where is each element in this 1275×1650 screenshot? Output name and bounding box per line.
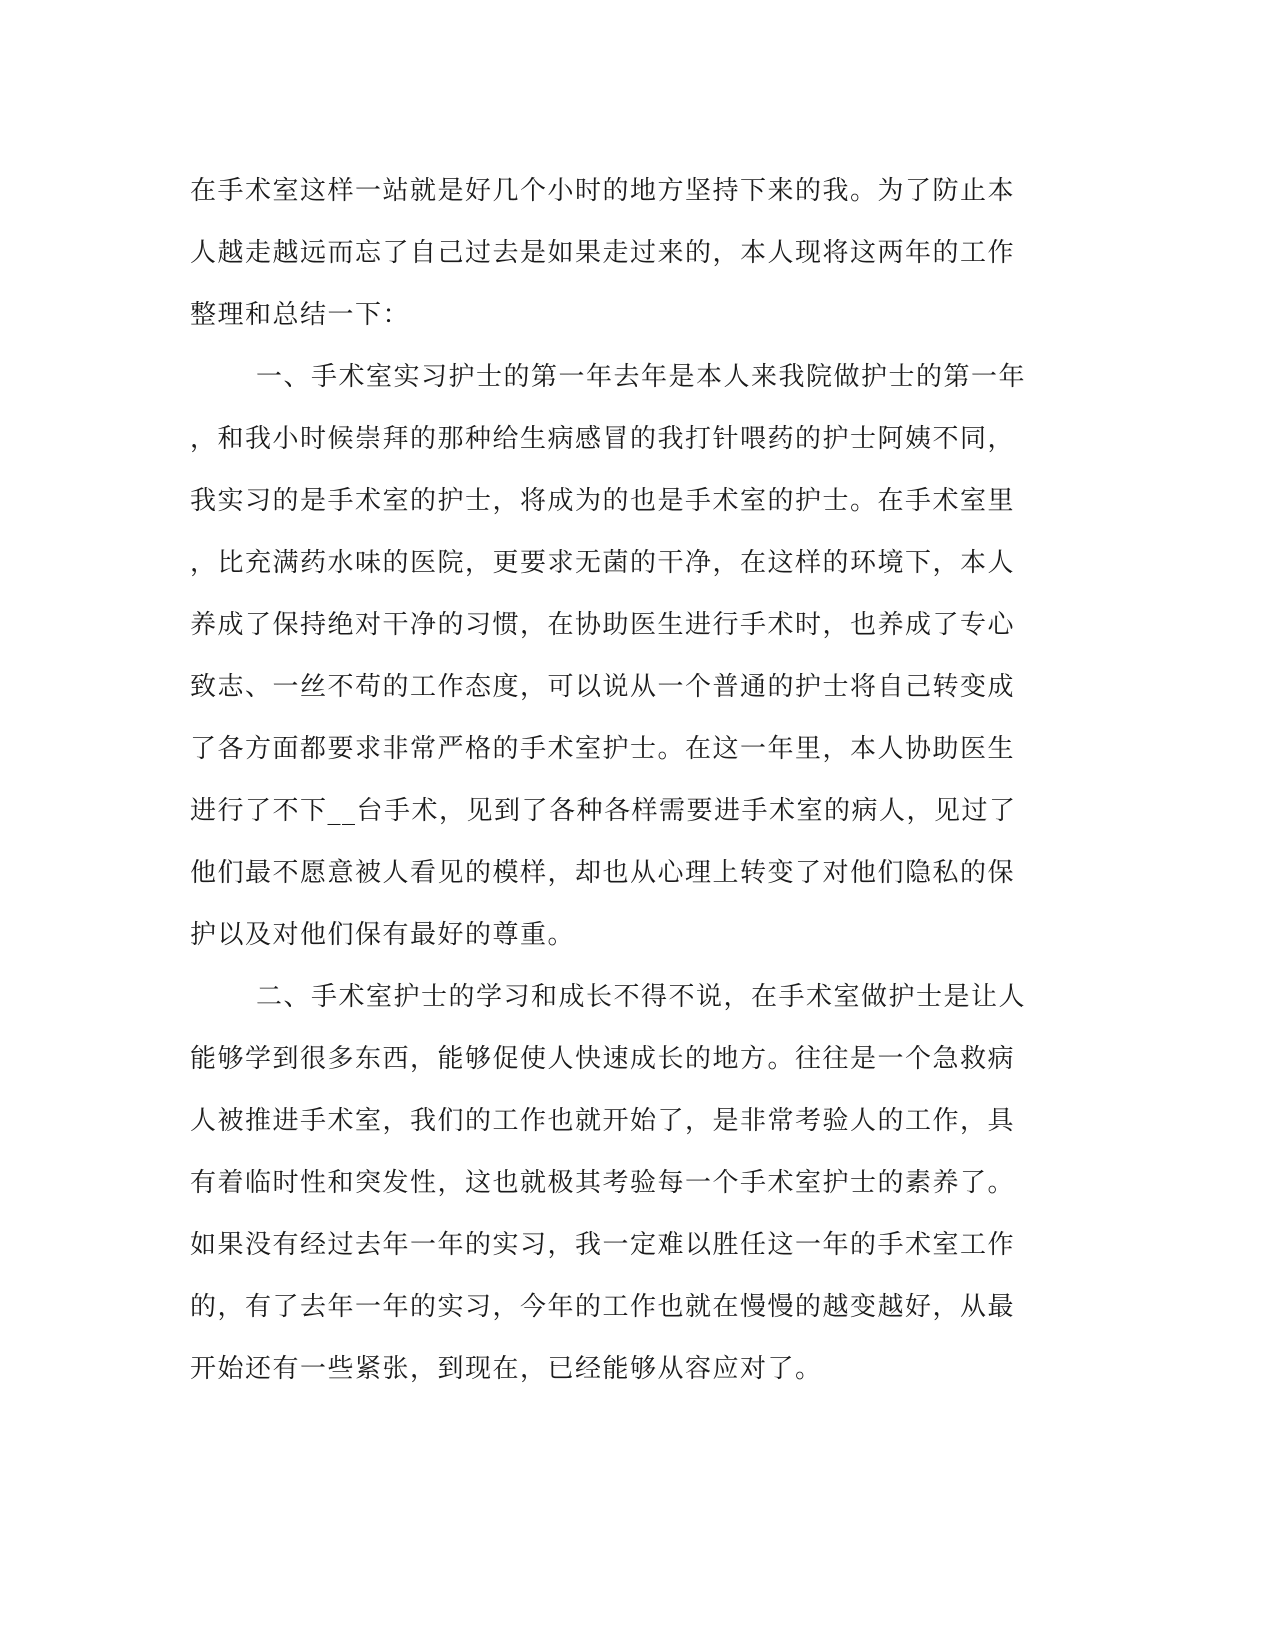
text-line: 的，有了去年一年的实习，今年的工作也就在慢慢的越变越好，从最	[190, 1292, 1016, 1322]
text-line: 开始还有一些紧张，到现在，已经能够从容应对了。	[190, 1354, 823, 1384]
text-line: ，和我小时候崇拜的那种给生病感冒的我打针喂药的护士阿姨不同，	[190, 424, 1016, 454]
text-line: 有着临时性和突发性，这也就极其考验每一个手术室护士的素养了。	[190, 1168, 1016, 1198]
section-heading-line: 一、手术室实习护士的第一年去年是本人来我院做护士的第一年	[256, 362, 1027, 392]
text-line: 他们最不愿意被人看见的模样，却也从心理上转变了对他们隐私的保	[190, 858, 1016, 888]
text-line: 了各方面都要求非常严格的手术室护士。在这一年里，本人协助医生	[190, 734, 1016, 764]
section-heading-line: 二、手术室护士的学习和成长不得不说，在手术室做护士是让人	[256, 982, 1027, 1012]
text-line: 整理和总结一下：	[190, 300, 411, 330]
text-line: 能够学到很多东西，能够促使人快速成长的地方。往往是一个急救病	[190, 1044, 1016, 1074]
text-line: 致志、一丝不苟的工作态度，可以说从一个普通的护士将自己转变成	[190, 672, 1016, 702]
text-line: 养成了保持绝对干净的习惯，在协助医生进行手术时，也养成了专心	[190, 610, 1016, 640]
text-line: 进行了不下__台手术，见到了各种各样需要进手术室的病人，见过了	[190, 796, 1017, 826]
text-line: 人被推进手术室，我们的工作也就开始了，是非常考验人的工作，具	[190, 1106, 1016, 1136]
text-line: 我实习的是手术室的护士，将成为的也是手术室的护士。在手术室里	[190, 486, 1016, 516]
text-line: 人越走越远而忘了自己过去是如果走过来的，本人现将这两年的工作	[190, 238, 1016, 268]
text-line: 如果没有经过去年一年的实习，我一定难以胜任这一年的手术室工作	[190, 1230, 1016, 1260]
text-line: 在手术室这样一站就是好几个小时的地方坚持下来的我。为了防止本	[190, 176, 1016, 206]
text-line: 护以及对他们保有最好的尊重。	[190, 920, 576, 950]
text-line: ，比充满药水味的医院，更要求无菌的干净，在这样的环境下，本人	[190, 548, 1016, 578]
document-body	[190, 160, 1070, 1400]
